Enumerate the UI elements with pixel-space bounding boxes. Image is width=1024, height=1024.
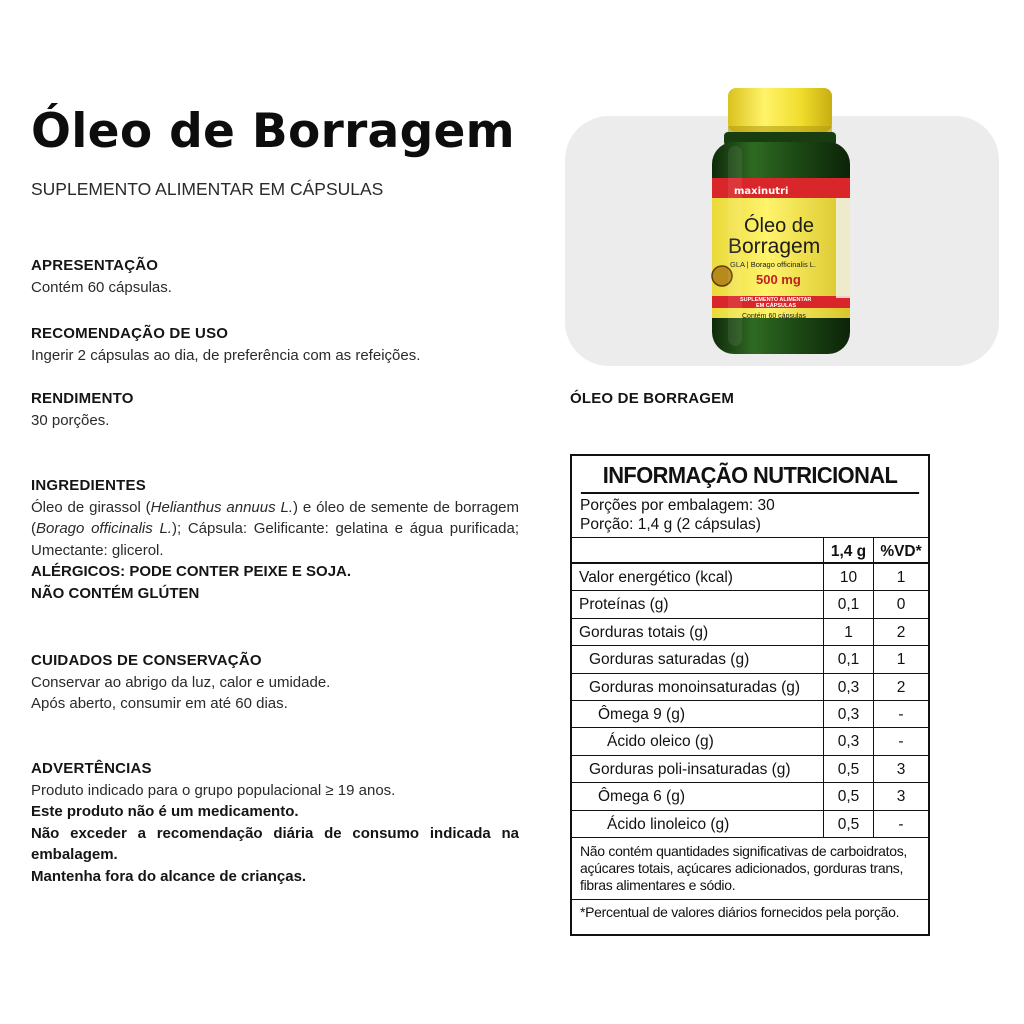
nutrition-portion-info [572, 494, 928, 538]
nutrient-quantity: 0,1 [823, 591, 873, 617]
column-quantity: 1,4 g [823, 538, 873, 562]
warning-text: Este produto não é um medicamento. [31, 803, 299, 820]
bottle-type-line2: EM CÁPSULAS [756, 303, 797, 309]
nutrient-name: Ômega 9 (g) [598, 705, 686, 723]
nutrient-vd: 1 [873, 646, 928, 672]
nutrition-note: Não contém quantidades significativas de carboidratos, açúcares totais, açúcares adicionados, gorduras trans, fibras alimentares e sódio. [572, 838, 928, 900]
page-subtitle: SUPLEMENTO ALIMENTAR EM CÁPSULAS [31, 179, 384, 199]
bottle-scientific-name: GLA | Borago officinalis L. [730, 260, 817, 269]
nutrition-row [572, 674, 928, 701]
nutrition-header-row [572, 538, 928, 564]
nutrient-quantity: 0,5 [823, 783, 873, 809]
warning-text: Não exceder a recomendação diária de consumo indicada na embalagem. [31, 824, 519, 863]
section-text: Produto indicado para o grupo populacional ≥ 19 anos. [31, 781, 396, 799]
section-rendimento [31, 388, 519, 431]
nutrient-quantity: 0,3 [823, 728, 873, 754]
nutrient-name: Gorduras poli-insaturadas (g) [589, 760, 791, 778]
section-conservacao [31, 650, 519, 715]
nutrition-row [572, 728, 928, 755]
nutrient-name: Gorduras monoinsaturadas (g) [589, 678, 801, 696]
section-heading: APRESENTAÇÃO [31, 257, 159, 274]
bottle-dose: 500 mg [756, 272, 801, 287]
nutrition-row [572, 619, 928, 646]
nutrient-vd: 0 [873, 591, 928, 617]
portion-size: Porção: 1,4 g (2 cápsulas) [580, 516, 761, 533]
nutrition-row [572, 783, 928, 810]
scientific-name: Helianthus annuus L. [150, 498, 293, 516]
nutrient-quantity: 0,5 [823, 756, 873, 782]
nutrient-name: Proteínas (g) [579, 596, 669, 614]
nutrient-vd: 1 [873, 564, 928, 590]
nutrient-name: Ômega 6 (g) [598, 788, 686, 806]
bottle-count: Contém 60 cápsulas [742, 313, 806, 320]
nutrient-quantity: 10 [823, 564, 873, 590]
nutrition-table [570, 454, 930, 936]
nutrition-row [572, 811, 928, 838]
nutrient-vd: 2 [873, 619, 928, 645]
nutrient-quantity: 1 [823, 619, 873, 645]
section-text: Contém 60 cápsulas. [31, 278, 172, 296]
section-recomendacao [31, 323, 519, 366]
ingredients-text: Óleo de girassol (Helianthus annuus L.) e óleo de semente de borragem (Borago officinalis L.); Cápsula: Gelificante: gelatina e água purificada; Umectante: glicerol. [31, 498, 520, 559]
scientific-name: Borago officinalis L. [36, 520, 172, 537]
product-bottle-image [710, 86, 852, 358]
nutrient-quantity: 0,3 [823, 674, 873, 700]
nutrient-name: Ácido oleico (g) [607, 733, 714, 751]
section-heading: RECOMENDAÇÃO DE USO [31, 325, 229, 342]
nutrient-vd: - [873, 811, 928, 837]
section-heading: INGREDIENTES [31, 477, 146, 494]
nutrition-row [572, 564, 928, 591]
nutrient-name: Gorduras totais (g) [579, 623, 709, 641]
allergens-warning: ALÉRGICOS: PODE CONTER PEIXE E SOJA. [31, 563, 352, 580]
warning-text: Mantenha fora do alcance de crianças. [31, 867, 307, 885]
nutrient-vd: 3 [873, 783, 928, 809]
section-text: 30 porções. [31, 411, 110, 429]
nutrient-vd: - [873, 728, 928, 754]
nutrient-quantity: 0,3 [823, 701, 873, 727]
section-apresentacao [31, 255, 519, 298]
product-caption: ÓLEO DE BORRAGEM [570, 390, 735, 407]
section-ingredientes [31, 475, 519, 604]
nutrition-rows [572, 564, 928, 838]
nutrition-title: INFORMAÇÃO NUTRICIONAL [581, 456, 919, 494]
bottle-type-line1: SUPLEMENTO ALIMENTAR [740, 297, 812, 303]
nutrition-row [572, 701, 928, 728]
nutrient-vd: 2 [873, 674, 928, 700]
portions-per-package: Porções por embalagem: 30 [580, 497, 775, 514]
column-vd: %VD* [873, 538, 928, 562]
nutrition-footnote: *Percentual de valores diários fornecidos pela porção. [580, 903, 900, 920]
section-text: Ingerir 2 cápsulas ao dia, de preferência com as refeições. [31, 346, 421, 364]
page-title: Óleo de Borragem [31, 104, 515, 159]
nutrient-vd: - [873, 701, 928, 727]
section-text: Conservar ao abrigo da luz, calor e umidade. [31, 673, 331, 691]
nutrient-name: Valor energético (kcal) [579, 569, 733, 586]
nutrient-quantity: 0,5 [823, 811, 873, 837]
section-advertencias [31, 758, 519, 887]
nutrient-name: Ácido linoleico (g) [607, 815, 730, 833]
nutrition-row [572, 756, 928, 783]
bottle-name-line2: Borragem [728, 235, 821, 258]
bottle-name-line1: Óleo de [744, 215, 815, 237]
gluten-info: NÃO CONTÉM GLÚTEN [31, 584, 200, 602]
nutrient-quantity: 0,1 [823, 646, 873, 672]
nutrient-vd: 3 [873, 756, 928, 782]
section-text: Após aberto, consumir em até 60 dias. [31, 695, 288, 712]
section-heading: RENDIMENTO [31, 390, 134, 407]
section-heading: CUIDADOS DE CONSERVAÇÃO [31, 652, 262, 669]
section-heading: ADVERTÊNCIAS [31, 760, 152, 777]
nutrition-row [572, 646, 928, 673]
nutrient-name: Gorduras saturadas (g) [589, 651, 750, 669]
bottle-brand-text: maxinutri [734, 186, 789, 197]
nutrition-row [572, 591, 928, 618]
